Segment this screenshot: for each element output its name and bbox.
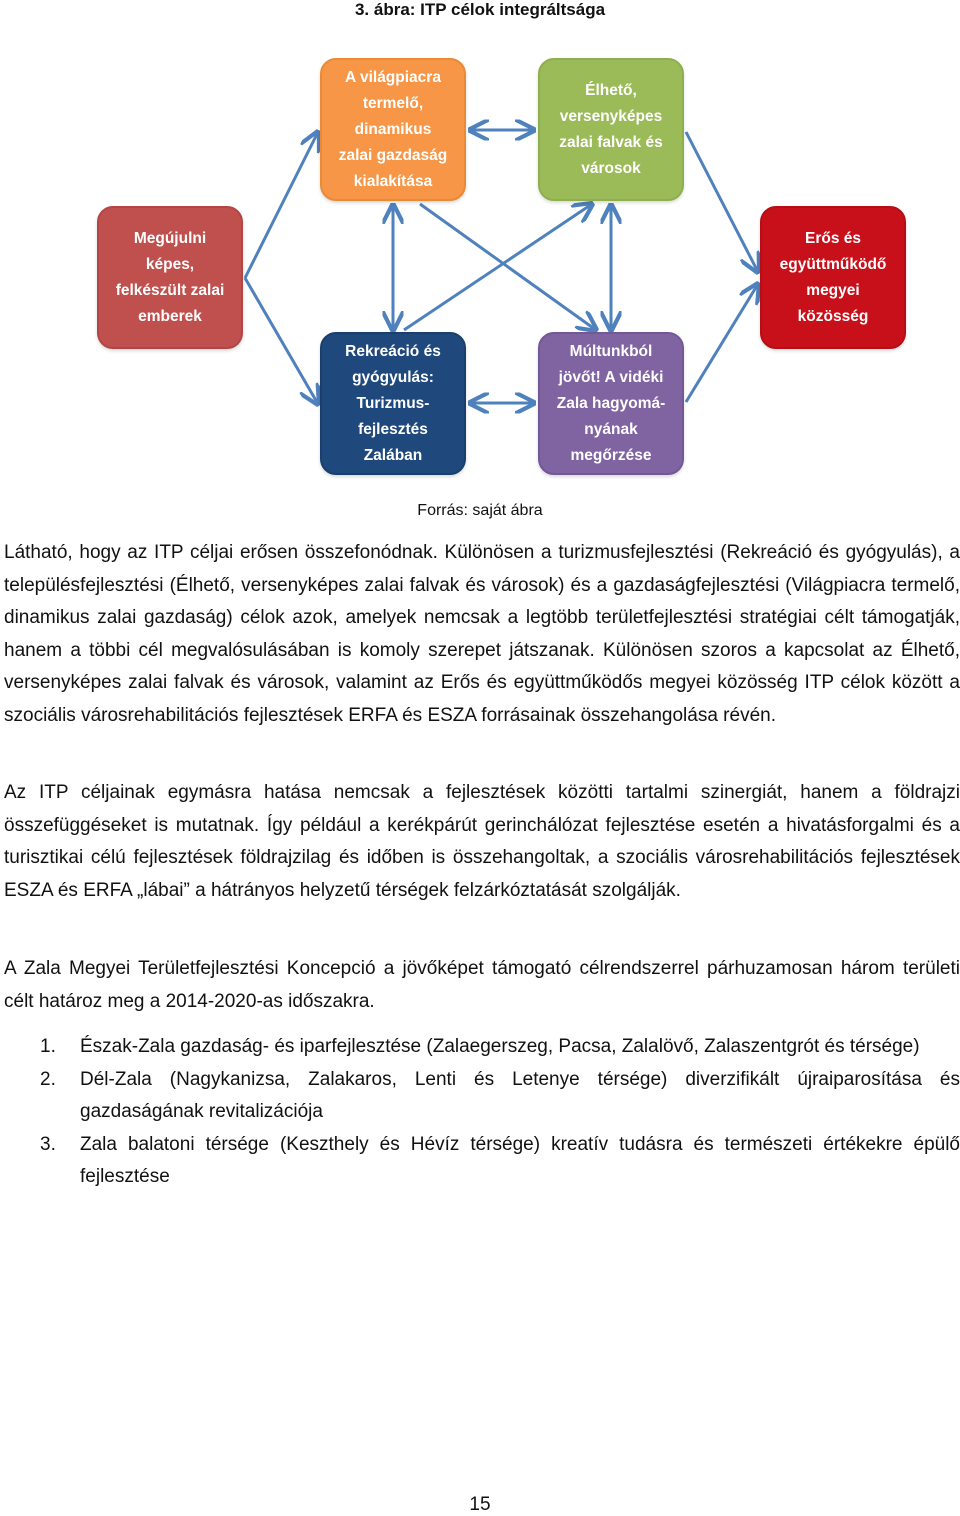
list-item [4,1064,960,1129]
page-number: 15 [469,1494,491,1515]
arrow-orange-purple [420,204,596,330]
arrow-navy-green [404,204,592,330]
arrow-purple-red [686,284,758,402]
paragraph-2: Az ITP céljainak egymásra hatása nemcsak a fejlesztések közötti tartalmi szinergiát, hanem a földrajzi összefüggéseket is mutatnak. Így például a kerékpárút gerinchálózat fejlesztése esetén a hivatásforgalmi és a turisztikai célú fejlesztések földrajzilag és időben is összehangoltak, a szociális városrehabilitációs fejlesztések ESZA és ERFA „lábai” a hátrányos helyzetű térségek felzárkóztatását szolgálják. [4,782,960,901]
list-item-text: Zala balatoni térsége (Keszthely és Hévíz térsége) kreatív tudásra és természeti értékekre épülő fejlesztése [80,1133,960,1188]
figure-title: 3. ábra: ITP célok integráltsága [354,0,606,19]
paragraph-1: Látható, hogy az ITP céljai erősen összefonódnak. Különösen a turizmusfejlesztési (Rekreáció és gyógyulás), a településfejlesztési (Élhető, versenyképes zalai falvak és városok) és a gazdaságfejlesztési (Világpiacra termelő, dinamikus zalai gazdaság) célok azok, amelyek nemcsak a legtöbb területfejlesztési stratégiai célt támogatják, hanem a többi cél megvalósulásában is komoly szerepet játszanak. Különösen szoros a kapcsolat az Élhető, versenyképes zalai falvak és városok, valamint az Erős és együttműködős megyei közösség ITP célok között a szociális városrehabilitációs fejlesztések ERFA és ESZA forrásainak összehangolása révén. [4,542,960,726]
list-item-text: Észak-Zala gazdaság- és iparfejlesztése (Zalaegerszeg, Pacsa, Zalalövő, Zalaszentgrót és térsége) [80,1036,920,1057]
paragraph-3: A Zala Megyei Területfejlesztési Koncepció a jövőképet támogató célrendszerrel párhuzamosan három területi célt határoz meg a 2014-2020-as időszakra. [4,958,960,1012]
list-item [4,1129,960,1194]
territorial-goals-list [4,1031,960,1194]
figure-source: Forrás: saját ábra [417,502,543,519]
list-item-number: 2. [40,1068,56,1090]
list-item [4,1031,960,1064]
arrow-green-red [686,132,758,272]
goal-heritage-preservation: Múltunkból jövőt! A vidéki Zala hagyomá- nyának megőrzése [538,332,684,475]
itp-goals-diagram [0,40,960,500]
goal-world-market-economy: A világpiacra termelő, dinamikus zalai gazdaság kialakítása [320,58,466,201]
goal-livable-villages-towns: Élhető, versenyképes zalai falvak és városok [538,58,684,201]
goal-renewable-people: Megújulni képes, felkészült zalai emberek [97,206,243,349]
list-item-number: 1. [40,1036,56,1057]
arrow-salmon-navy [245,278,318,404]
goal-strong-community: Erős és együttműködő megyei közösség [760,206,906,349]
goal-recreation-tourism: Rekreáció és gyógyulás: Turizmus- fejlesztés Zalában [320,332,466,475]
list-item-text: Dél-Zala (Nagykanizsa, Zalakaros, Lenti és Letenye térsége) diverzifikált újraiparosítása és gazdaságának revitalizációja [80,1068,960,1123]
list-item-number: 3. [40,1133,56,1155]
arrow-salmon-orange [245,132,318,278]
